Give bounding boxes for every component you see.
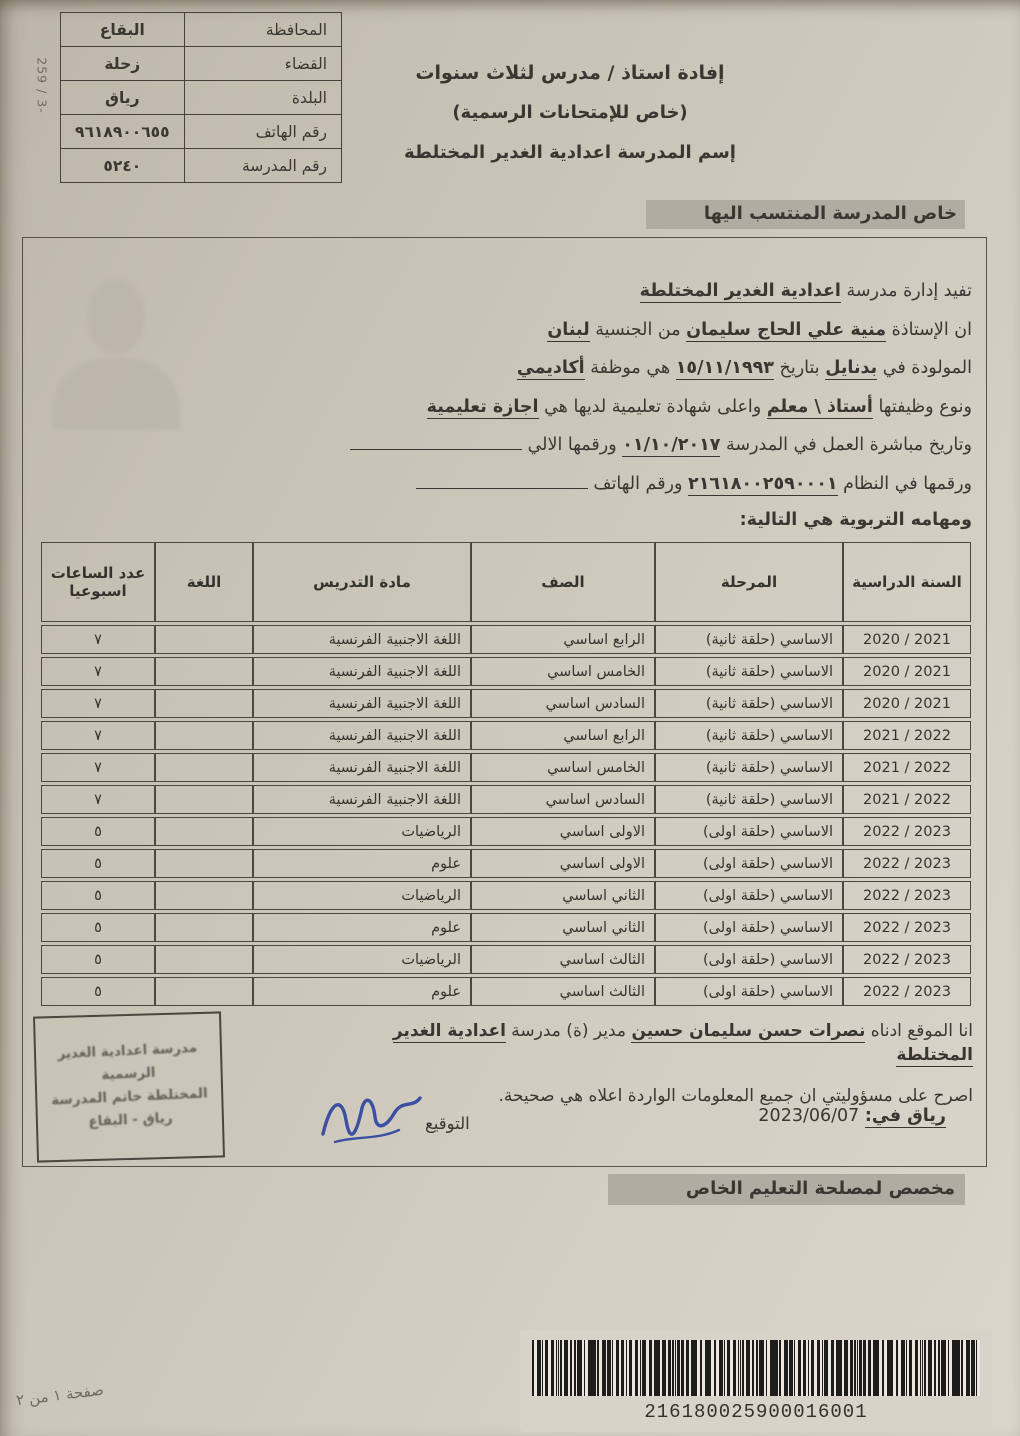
blank-line (416, 476, 588, 489)
declaration-line-2: اصرح على مسؤوليتي ان جميع المعلومات الواردة اعلاه هي صحيحة. (498, 1086, 973, 1106)
barcode-number: 216180025900016001 (644, 1401, 868, 1423)
cell-year: 2022 / 2023 (843, 977, 971, 1006)
cell-year: 2022 / 2023 (843, 945, 971, 974)
info-value: ٥٢٤٠ (61, 149, 185, 183)
section-heading-private-education (608, 1178, 965, 1199)
statement-line-3 (322, 357, 972, 380)
cell-language (155, 625, 253, 654)
table-row (41, 817, 971, 846)
employee-type: أكاديمي (516, 358, 585, 378)
header-grade: الصف (471, 542, 655, 622)
cell-language (155, 689, 253, 718)
statement-line-6 (322, 473, 972, 496)
header-language: اللغة (155, 542, 253, 622)
assignments-header-row (41, 542, 971, 622)
main-content-box (22, 237, 987, 1167)
margin-reference-code: 259 / 3- (34, 57, 50, 114)
work-start-date: ٠١/١٠/٢٠١٧ (622, 435, 721, 455)
text: ورقم الهاتف (587, 473, 689, 494)
barcode-image (532, 1340, 980, 1396)
birth-date: ١٥/١١/١٩٩٣ (675, 358, 774, 378)
cell-subject: اللغة الاجنبية الفرنسية (253, 721, 471, 750)
stamp-text (35, 1036, 223, 1136)
document-subtitle: (خاص للإمتحانات الرسمية) (452, 102, 688, 123)
cell-year: 2021 / 2022 (843, 753, 971, 782)
cell-language (155, 817, 253, 846)
cell-year: 2022 / 2023 (843, 881, 971, 910)
cell-year: 2020 / 2021 (843, 689, 971, 718)
text: من الجنسية (589, 319, 687, 340)
text: المولودة في (877, 358, 972, 378)
cell-hours: ٧ (41, 625, 155, 654)
cell-stage: الاساسي (حلقة ثانية) (655, 657, 843, 686)
cell-hours: ٥ (41, 977, 155, 1006)
degree: اجازة تعليمية (426, 396, 539, 417)
cell-grade: الثاني اساسي (471, 913, 655, 942)
info-label: المحافظة (184, 13, 341, 47)
cell-subject: اللغة الاجنبية الفرنسية (253, 753, 471, 782)
photo-head-silhouette (87, 278, 145, 354)
info-value: زحلة (61, 47, 185, 81)
cell-year: 2022 / 2023 (843, 817, 971, 846)
cell-stage: الاساسي (حلقة ثانية) (655, 785, 843, 814)
cell-language (155, 657, 253, 686)
cell-stage: الاساسي (حلقة اولى) (655, 977, 843, 1006)
table-row (41, 753, 971, 782)
school-info-table (60, 12, 342, 183)
cell-grade: الرابع اساسي (471, 721, 655, 750)
table-row (41, 721, 971, 750)
header-hours: عدد الساعات اسبوعيا (41, 542, 155, 622)
cell-subject: اللغة الاجنبية الفرنسية (253, 657, 471, 686)
table-row (41, 689, 971, 718)
school-name: اعدادية الغدير المختلطة (392, 1021, 973, 1065)
cell-subject: الرياضيات (253, 945, 471, 974)
info-value: البقاع (61, 13, 185, 47)
section-heading-text: خاص المدرسة المنتسب اليها (646, 200, 965, 229)
header-subject: مادة التدريس (253, 542, 471, 622)
system-number: ٢١٦١٨٠٠٢٥٩٠٠٠١ (688, 473, 838, 494)
cell-grade: الثاني اساسي (471, 881, 655, 910)
cell-hours: ٥ (41, 945, 155, 974)
assignments-table (41, 539, 971, 1009)
table-row (41, 881, 971, 910)
cell-hours: ٥ (41, 913, 155, 942)
cell-subject: علوم (253, 849, 471, 878)
statement-line-4 (322, 396, 972, 419)
info-row (61, 81, 342, 115)
photo-shoulders-silhouette (52, 358, 180, 430)
text: هي موظفة (584, 358, 676, 378)
table-row (41, 785, 971, 814)
cell-year: 2022 / 2023 (843, 849, 971, 878)
text: واعلى شهادة تعليمية لديها هي (538, 396, 767, 417)
cell-stage: الاساسي (حلقة اولى) (655, 849, 843, 878)
table-row (41, 849, 971, 878)
cell-grade: الرابع اساسي (471, 625, 655, 654)
cell-grade: الخامس اساسي (471, 657, 655, 686)
photo-placeholder (41, 278, 191, 438)
school-stamp (33, 1011, 225, 1162)
header-stage: المرحلة (655, 542, 843, 622)
info-row (61, 149, 342, 183)
text: بتاريخ (773, 358, 826, 378)
statement-paragraph (322, 280, 972, 511)
cell-year: 2020 / 2021 (843, 657, 971, 686)
job-title: أستاذ \ معلم (766, 396, 873, 417)
cell-hours: ٥ (41, 817, 155, 846)
cell-hours: ٧ (41, 657, 155, 686)
cell-hours: ٧ (41, 785, 155, 814)
birthplace: بدنايل (825, 358, 878, 378)
cell-stage: الاساسي (حلقة ثانية) (655, 721, 843, 750)
footer-heading-text: مخصص لمصلحة التعليم الخاص (608, 1174, 965, 1205)
text: تفيد إدارة مدرسة (840, 281, 972, 301)
text: ورقمها الالي (522, 435, 623, 455)
principal-name: نصرات حسن سليمان حسين (631, 1021, 866, 1041)
table-row (41, 625, 971, 654)
cell-hours: ٧ (41, 753, 155, 782)
cell-year: 2022 / 2023 (843, 913, 971, 942)
table-row (41, 977, 971, 1006)
teacher-name: منية علي الحاج سليمان (686, 319, 887, 340)
cell-stage: الاساسي (حلقة اولى) (655, 945, 843, 974)
cell-year: 2020 / 2021 (843, 625, 971, 654)
info-label: البلدة (184, 81, 341, 115)
section-heading-school (646, 203, 965, 224)
cell-language (155, 913, 253, 942)
statement-line-2 (322, 319, 972, 342)
cell-hours: ٥ (41, 849, 155, 878)
nationality: لبنان (547, 319, 590, 340)
cell-subject: الرياضيات (253, 881, 471, 910)
cell-grade: السادس اساسي (471, 785, 655, 814)
cell-grade: الخامس اساسي (471, 753, 655, 782)
table-row (41, 945, 971, 974)
date-label: رياق في: (864, 1106, 946, 1126)
school-name-line: إسم المدرسة اعدادية الغدير المختلطة (404, 142, 736, 163)
text: انا الموقع ادناه (865, 1021, 973, 1041)
barcode-block (520, 1330, 992, 1432)
school-name: اعدادية الغدير المختلطة (639, 281, 841, 301)
cell-subject: اللغة الاجنبية الفرنسية (253, 689, 471, 718)
signature-label: التوقيع (425, 1114, 470, 1133)
text: ونوع وظيفتها (872, 396, 972, 417)
cell-language (155, 721, 253, 750)
stamp-line-2: المختلطة خاتم المدرسة (50, 1085, 208, 1109)
cell-language (155, 945, 253, 974)
cell-grade: السادس اساسي (471, 689, 655, 718)
cell-grade: الثالث اساسي (471, 945, 655, 974)
cell-language (155, 977, 253, 1006)
cell-stage: الاساسي (حلقة ثانية) (655, 625, 843, 654)
cell-year: 2021 / 2022 (843, 785, 971, 814)
info-label: القضاء (184, 47, 341, 81)
stamp-line-3: رياق - البقاع (88, 1110, 173, 1130)
cell-stage: الاساسي (حلقة اولى) (655, 913, 843, 942)
table-row (41, 657, 971, 686)
cell-language (155, 753, 253, 782)
cell-grade: الثالث اساسي (471, 977, 655, 1006)
cell-grade: الاولى اساسي (471, 849, 655, 878)
stamp-line-1: مدرسة اعدادية الغدير الرسمية (57, 1039, 198, 1084)
document-title-block (400, 62, 740, 163)
cell-stage: الاساسي (حلقة ثانية) (655, 689, 843, 718)
date-value: 2023/06/07 (758, 1106, 860, 1126)
declaration-line-1 (358, 1019, 973, 1067)
info-row (61, 115, 342, 149)
cell-stage: الاساسي (حلقة اولى) (655, 881, 843, 910)
cell-hours: ٥ (41, 881, 155, 910)
info-value: ٩٦١٨٩٠٠٦٥٥ (61, 115, 185, 149)
date-line (758, 1106, 946, 1126)
text: وتاريخ مباشرة العمل في المدرسة (720, 435, 972, 455)
blank-line (350, 437, 522, 450)
cell-year: 2021 / 2022 (843, 721, 971, 750)
info-value: رياق (61, 81, 185, 115)
cell-hours: ٧ (41, 689, 155, 718)
text: ان الإستاذة (886, 319, 972, 340)
cell-subject: اللغة الاجنبية الفرنسية (253, 785, 471, 814)
cell-stage: الاساسي (حلقة ثانية) (655, 753, 843, 782)
cell-subject: اللغة الاجنبية الفرنسية (253, 625, 471, 654)
info-label: رقم الهاتف (184, 115, 341, 149)
cell-hours: ٧ (41, 721, 155, 750)
info-row (61, 47, 342, 81)
duties-heading: ومهامه التربوية هي التالية: (739, 510, 972, 530)
signature-image (315, 1090, 427, 1152)
cell-subject: الرياضيات (253, 817, 471, 846)
info-label: رقم المدرسة (184, 149, 341, 183)
cell-language (155, 785, 253, 814)
cell-grade: الاولى اساسي (471, 817, 655, 846)
text: مدير (ة) مدرسة (505, 1021, 632, 1041)
statement-line-1 (322, 280, 972, 303)
document-title: إفادة استاذ / مدرس لثلاث سنوات (415, 62, 725, 84)
statement-line-5 (322, 434, 972, 457)
header-year: السنة الدراسية (843, 542, 971, 622)
cell-subject: علوم (253, 913, 471, 942)
cell-language (155, 881, 253, 910)
text: ورقمها في النظام (837, 473, 972, 494)
page-number: صفحة ١ من ٢ (15, 1380, 105, 1410)
info-row (61, 13, 342, 47)
cell-stage: الاساسي (حلقة اولى) (655, 817, 843, 846)
table-row (41, 913, 971, 942)
cell-subject: علوم (253, 977, 471, 1006)
cell-language (155, 849, 253, 878)
